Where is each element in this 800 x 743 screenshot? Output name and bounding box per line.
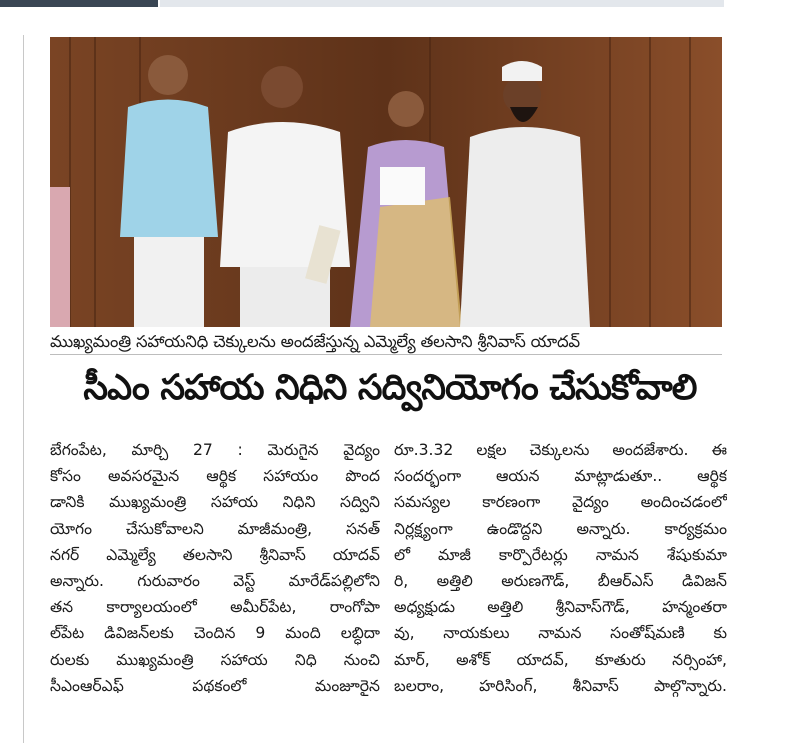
- article-line: వు, నాయకులు నామన సంతోష్‌మణి కు: [394, 624, 727, 643]
- article-line: కోసం అవసరమైన ఆర్థిక సహాయం పొంద: [50, 467, 380, 486]
- article-line: ల్‌పేట డివిజన్‌లకు చెందిన 9 మంది లబ్ధిదా: [50, 624, 380, 643]
- article-line: లో మాజీ కార్పొరేటర్లు నామన శేషుకుమా: [394, 545, 727, 564]
- photo-caption: ముఖ్యమంత్రి సహాయనిధి చెక్కులను అందజేస్తున్న ఎమ్మెల్యే తలసాని శ్రీనివాస్ యాదవ్: [50, 330, 722, 355]
- article-line: డానికి ముఖ్యమంత్రి సహాయ నిధిని సద్విని: [50, 493, 380, 512]
- article-column-right: [394, 437, 727, 699]
- article-line: మార్, అశోక్ యాదవ్, కూతురు నర్సింహా,: [394, 650, 727, 669]
- headline: సీఎం సహాయ నిధిని సద్వినియోగం చేసుకోవాలి: [83, 368, 697, 408]
- article-line: బేగంపేట, మార్చి 27 : మెరుగైన వైద్యం: [50, 441, 380, 459]
- article-line: నిర్లక్ష్యంగా ఉండొద్దని అన్నారు. కార్యక్రమం: [394, 519, 727, 538]
- article-line: సమస్యల కారణంగా వైద్యం అందించడంలో: [394, 493, 727, 512]
- article-line: సందర్భంగా ఆయన మాట్లాడుతూ.. ఆర్థిక: [394, 467, 727, 486]
- article-line: రూ.3.32 లక్షల చెక్కులను అందజేశారు. ఈ: [394, 441, 727, 459]
- article-line: బలరాం, హరిసింగ్, శీనివాస్ పాల్గొన్నారు.: [394, 676, 727, 695]
- article-line: నగర్ ఎమ్మెల్యే తలసాని శ్రీనివాస్ యాదవ్: [50, 545, 380, 564]
- article-line: యోగం చేసుకోవాలని మాజీమంత్రి, సనత్: [50, 519, 380, 538]
- news-photo: [50, 37, 722, 327]
- article-line: సీఎంఆర్ఎఫ్ పథకంలో మంజూరైన: [50, 676, 380, 695]
- article-line: రులకు ముఖ్యమంత్రి సహాయ నిధి నుంచి: [50, 650, 380, 669]
- article-line: తన కార్యాలయంలో అమీర్‌పేట, రాంగోపా: [50, 598, 380, 617]
- article-column-left: [50, 437, 380, 699]
- article-line: రి, అత్తిలి అరుణగౌడ్, బీఆర్ఎస్ డివిజన్: [394, 571, 727, 590]
- section-bar-dark: [0, 0, 158, 7]
- article-line: అన్నారు. గురువారం వెస్ట్ మారేడ్‌పల్లిలోని: [50, 571, 380, 590]
- column-divider: [23, 35, 24, 743]
- article-line: అధ్యక్షుడు అత్తిలి శ్రీనివాస్‌గౌడ్, హన్మంతరా: [394, 598, 727, 617]
- section-bar-light: [160, 0, 724, 7]
